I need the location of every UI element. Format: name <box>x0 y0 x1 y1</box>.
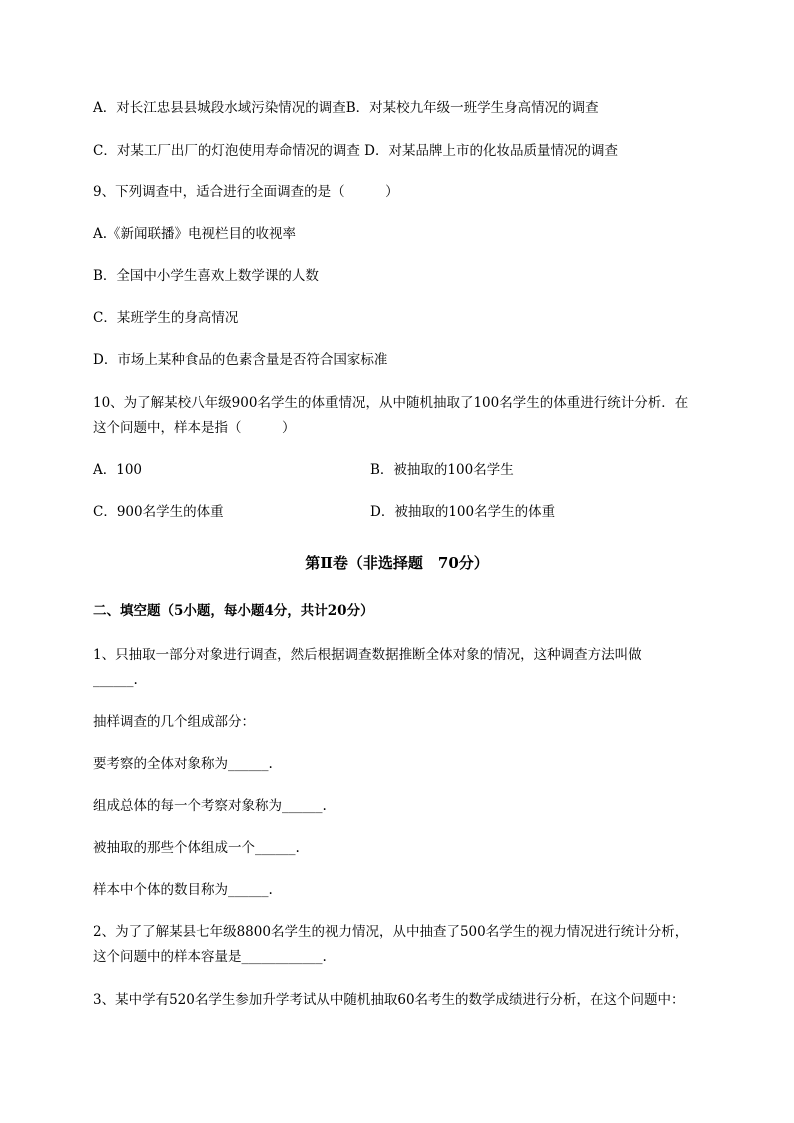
question-10-stem-line1: 10、为了解某校八年级900名学生的体重情况，从中随机抽取了100名学生的体重进行统计分析．在 <box>93 395 689 411</box>
fill-1-individual: 组成总体的每一个考察对象称为______. <box>93 798 327 814</box>
q9-option-c: C．某班学生的身高情况 <box>93 310 239 326</box>
q10-option-d: D．被抽取的100名学生的体重 <box>370 504 556 520</box>
fill-1-subtitle: 抽样调查的几个组成部分： <box>93 714 255 730</box>
q8-option-line-cd: C．对某工厂出厂的灯泡使用寿命情况的调查 D．对某品牌上市的化妆品质量情况的调查 <box>93 143 618 159</box>
section-heading-fill-in: 二、填空题（5小题，每小题4分，共计20分） <box>93 603 374 619</box>
q9-option-b: B．全国中小学生喜欢上数学课的人数 <box>93 268 319 284</box>
q10-option-b: B．被抽取的100名学生 <box>370 462 514 478</box>
q10-option-a: A．100 <box>93 462 143 478</box>
fill-1-line1: 1、只抽取一部分对象进行调查，然后根据调查数据推断全体对象的情况，这种调查方法叫做 <box>93 647 642 663</box>
question-10-stem-line2: 这个问题中，样本是指（ ） <box>93 420 296 436</box>
fill-1-population: 要考察的全体对象称为______. <box>93 756 273 772</box>
q8-option-line-ab: A．对长江忠县县城段水域污染情况的调查B．对某校九年级一班学生身高情况的调查 <box>93 100 599 116</box>
q10-option-c: C．900名学生的体重 <box>93 504 224 520</box>
question-9-stem: 9、下列调查中，适合进行全面调查的是（ ） <box>93 184 399 200</box>
fill-3-line1: 3、某中学有520名学生参加升学考试从中随机抽取60名考生的数学成绩进行分析，在这个问题中： <box>93 992 685 1008</box>
part-2-title: 第Ⅱ卷（非选择题 70分） <box>305 554 489 572</box>
fill-1-sample-size: 样本中个体的数目称为______. <box>93 882 273 898</box>
fill-1-blank: ______. <box>93 672 138 688</box>
fill-1-sample: 被抽取的那些个体组成一个______. <box>93 840 300 856</box>
fill-2-line2: 这个问题中的样本容量是____________. <box>93 949 327 965</box>
fill-2-line1: 2、为了了解某县七年级8800名学生的视力情况，从中抽查了500名学生的视力情况进行统计分析， <box>93 924 689 940</box>
q9-option-a: A.《新闻联播》电视栏目的收视率 <box>93 226 297 242</box>
q9-option-d: D．市场上某种食品的色素含量是否符合国家标准 <box>93 352 388 368</box>
